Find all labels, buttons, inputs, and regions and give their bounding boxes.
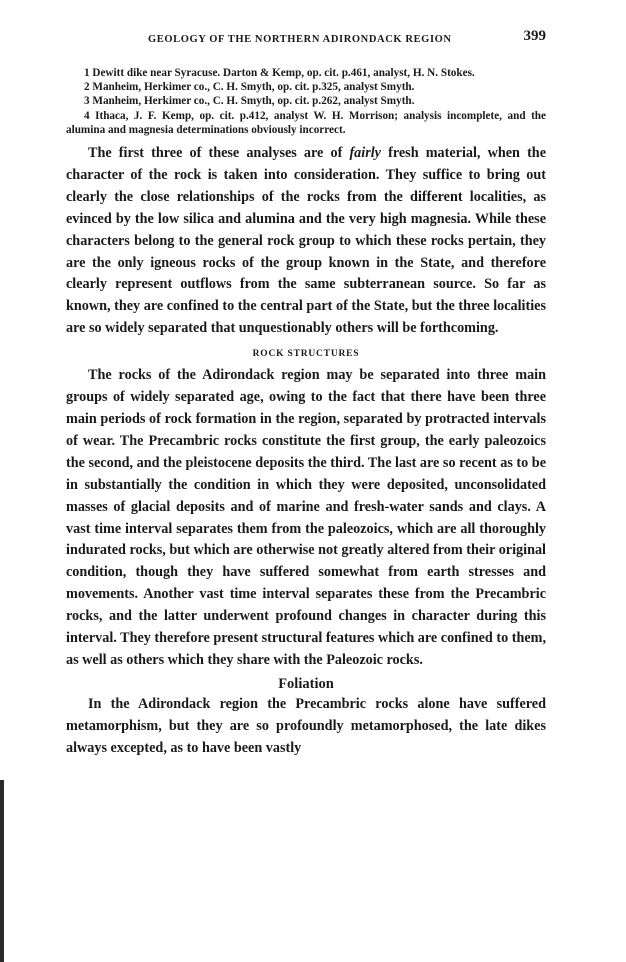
note-3: 3 Manheim, Herkimer co., C. H. Smyth, op. cit. p.262, analyst Smyth. [84, 95, 415, 108]
body-text [66, 143, 546, 760]
page-number: 399 [523, 28, 546, 44]
document-page [66, 26, 546, 760]
paragraph-analyses-rest: fresh material, when the character of the rock is taken into consideration. They suffice to bring out clearly the close relationships of the rocks from the different localities, as evinced by the low silica and alumina and the very high magnesia. While these characters belong to the general rock group to which these rocks pertain, they are the only igneous rocks of the group known in the State, and therefore clearly represent outflows from the same subterranean source. So far as known, they are confined to the central part of the State, but the three localities are so widely separated that unquestionably others will be forthcoming. [66, 145, 546, 337]
note-2: 2 Manheim, Herkimer co., C. H. Smyth, op. cit. p.325, analyst Smyth. [84, 81, 415, 94]
paragraph-analyses [66, 143, 546, 340]
paragraph-rock-groups: The rocks of the Adirondack region may be separated into three main groups of widely separated age, owing to the fact that there have been three main periods of rock formation in the region, separated by protracted intervals of wear. The Precambric rocks constitute the first group, the early paleozoics the second, and the pleistocene deposits the third. The last are so recent as to be in substantially the condition in which they were deposited, unconsolidated masses of glacial deposits and of marine and fresh-water sands and clays. A vast time interval separates them from the paleozoics, which are all thoroughly indurated rocks, but which are otherwise not greatly altered from their original condition, though they have suffered somewhat from earth stresses and movements. Another vast time interval separates these from the Precambric rocks, and the latter underwent profound changes in character during this interval. They therefore present structural features which are confined to them, as well as others which they share with the Paleozoic rocks. [66, 367, 546, 668]
note-1: 1 Dewitt dike near Syracuse. Darton & Kemp, op. cit. p.461, analyst, H. N. Stokes. [84, 67, 475, 79]
page-edge-shadow [0, 780, 4, 962]
emphasis-fairly: fairly [349, 145, 381, 162]
running-title: GEOLOGY OF THE NORTHERN ADIRONDACK REGION [148, 34, 452, 45]
analysis-notes [66, 66, 546, 137]
running-header [66, 26, 546, 48]
paragraph-analyses-start: The first three of these analyses are of [88, 145, 350, 162]
section-heading-rock-structures: ROCK STRUCTURES [252, 349, 360, 360]
section-heading-foliation: Foliation [278, 675, 334, 692]
paragraph-foliation: In the Adirondack region the Precambric rocks alone have suffered metamorphism, but they are so profoundly metamorphosed, the late dikes always excepted, as to have been vastly [66, 695, 546, 756]
note-4: 4 Ithaca, J. F. Kemp, op. cit. p.412, analyst W. H. Morrison; analysis incomplete, and the alumina and magnesia determinations obviously incorrect. [66, 109, 546, 136]
